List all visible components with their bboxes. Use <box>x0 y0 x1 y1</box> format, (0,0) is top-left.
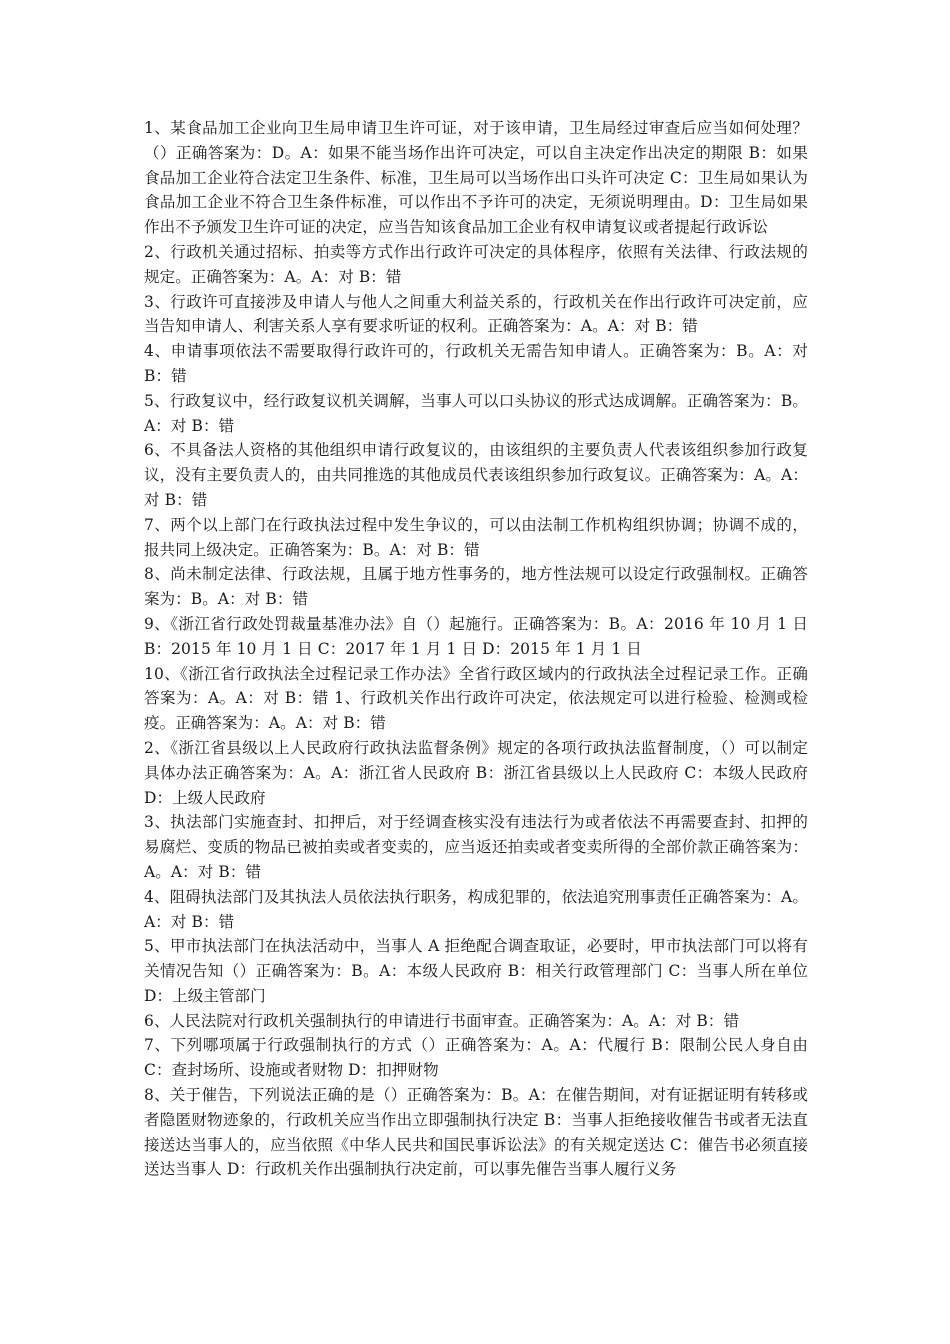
question-paragraph-14: 5、甲市执法部门在执法活动中，当事人 A 拒绝配合调查取证，必要时，甲市执法部门可以将有关情况告知（）正确答案为：B。A：本级人民政府 B：相关行政管理部门 C：当事人所在单位 D：上级主管部门 <box>144 937 808 1005</box>
question-paragraph-4: 4、申请事项依法不需要取得行政许可的，行政机关无需告知申请人。正确答案为：B。A：对 B：错 <box>144 342 808 385</box>
question-paragraph-5: 5、行政复议中，经行政复议机关调解，当事人可以口头协议的形式达成调解。正确答案为：B。A：对 B：错 <box>144 391 808 435</box>
question-paragraph-3: 3、行政许可直接涉及申请人与他人之间重大利益关系的，行政机关在作出行政许可决定前，应当告知申请人、利害关系人享有要求听证的权利。正确答案为：A。A：对 B：错 <box>144 292 808 336</box>
question-paragraph-8: 8、尚未制定法律、行政法规，且属于地方性事务的，地方性法规可以设定行政强制权。正确答案为：B。A：对 B：错 <box>144 565 808 609</box>
question-paragraph-2: 2、行政机关通过招标、拍卖等方式作出行政许可决定的具体程序，依照有关法律、行政法规的规定。正确答案为：A。A：对 B：错 <box>144 242 808 286</box>
question-paragraph-6: 6、不具备法人资格的其他组织申请行政复议的，由该组织的主要负责人代表该组织参加行政复议，没有主要负责人的，由共同推选的其他成员代表该组织参加行政复议。正确答案为：A。A：对 B：错 <box>144 441 808 509</box>
question-paragraph-7: 7、两个以上部门在行政执法过程中发生争议的，可以由法制工作机构组织协调；协调不成的，报共同上级决定。正确答案为：B。A：对 B：错 <box>144 515 808 559</box>
question-paragraph-12: 3、执法部门实施查封、扣押后，对于经调查核实没有违法行为或者依法不再需要查封、扣押的易腐烂、变质的物品已被拍卖或者变卖的，应当返还拍卖或者变卖所得的全部价款正确答案为：A。A：对 B：错 <box>144 813 808 881</box>
question-paragraph-16: 7、下列哪项属于行政强制执行的方式（）正确答案为：A。A：代履行 B：限制公民人身自由 C：查封场所、设施或者财物 D：扣押财物 <box>144 1036 808 1080</box>
question-paragraph-10: 10、《浙江省行政执法全过程记录工作办法》全省行政区域内的行政执法全过程记录工作。正确答案为：A。A：对 B：错 1、行政机关作出行政许可决定，依法规定可以进行检验、检测或检疫。正确答案为：A。A：对 B：错 <box>144 664 808 733</box>
document-body <box>144 116 808 1182</box>
question-paragraph-17: 8、关于催告，下列说法正确的是（）正确答案为：B。A：在催告期间，对有证据证明有转移或者隐匿财物迹象的，行政机关应当作出立即强制执行决定 B：当事人拒绝接收催告书或者无法直接送达当事人的，应当依照《中华人民共和国民事诉讼法》的有关规定送达 C：催告书必须直接送达当事人 D：行政机关作出强制执行决定前，可以事先催告当事人履行义务 <box>144 1086 808 1179</box>
question-paragraph-15: 6、人民法院对行政机关强制执行的申请进行书面审查。正确答案为：A。A：对 B：错 <box>144 1011 740 1030</box>
question-paragraph-1: 1、某食品加工企业向卫生局申请卫生许可证，对于该申请，卫生局经过审查后应当如何处理？（）正确答案为：D。A：如果不能当场作出许可决定，可以自主决定作出决定的期限 B：如果食品加工企业符合法定卫生条件、标准，卫生局可以当场作出口头许可决定 C：卫生局如果认为食品加工企业不符合卫生条件标准，可以作出不予许可的决定，无须说明理由。D：卫生局如果作出不予颁发卫生许可证的决定，应当告知该食品加工企业有权申请复议或者提起行政诉讼 <box>144 119 808 237</box>
question-paragraph-11: 2、《浙江省县级以上人民政府行政执法监督条例》规定的各项行政执法监督制度，（）可以制定具体办法正确答案为：A。A：浙江省人民政府 B：浙江省县级以上人民政府 C：本级人民政府 D：上级人民政府 <box>144 738 808 807</box>
question-paragraph-13: 4、阻碍执法部门及其执法人员依法执行职务，构成犯罪的，依法追究刑事责任正确答案为：A。A：对 B：错 <box>144 887 808 931</box>
question-paragraph-9: 9、《浙江省行政处罚裁量基准办法》自（）起施行。正确答案为：B。A：2016 年 10 月 1 日 B：2015 年 10 月 1 日 C：2017 年 1 月 1 日 D：2015 年 1 月 1 日 <box>144 614 808 658</box>
